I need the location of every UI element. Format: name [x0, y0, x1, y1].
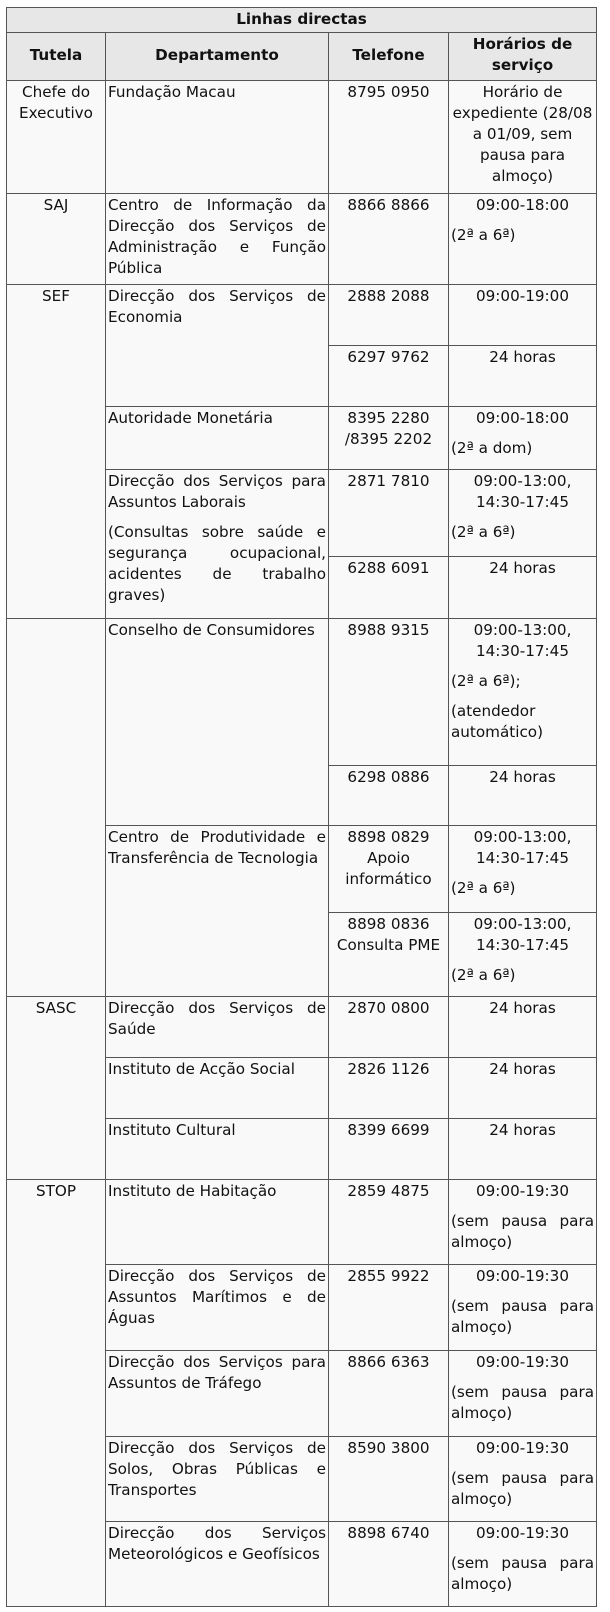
department-note: (Consultas sobre saúde e segurança ocupacional, acidentes de trabalho graves): [108, 522, 326, 604]
department-cell: Direcção dos Serviços para Assuntos de Tráfego: [106, 1351, 329, 1436]
department-cell: Instituto de Acção Social: [106, 1058, 329, 1119]
hours-cell: [449, 1521, 597, 1606]
hours-cell: [449, 1351, 597, 1436]
hours-time: 09:00-13:00, 14:30-17:45: [473, 828, 572, 868]
phone-cell: 8395 2280 /8395 2202: [329, 406, 449, 469]
department-cell: Direcção dos Serviços de Solos, Obras Públicas e Transportes: [106, 1436, 329, 1521]
department-cell: Instituto de Habitação: [106, 1180, 329, 1265]
hours-note: (sem pausa para almoço): [451, 1383, 595, 1423]
phone-cell: 6297 9762: [329, 346, 449, 407]
hours-cell: [449, 1265, 597, 1351]
department-cell: Direcção dos Serviços de Saúde: [106, 996, 329, 1058]
tutela-cell: STOP: [7, 1180, 106, 1607]
table-row: [7, 1180, 597, 1265]
hours-time: 09:00-19:30: [475, 1438, 570, 1457]
hours-time: 09:00-18:00: [475, 408, 570, 427]
hours-cell: [449, 469, 597, 556]
tutela-cell: SAJ: [7, 193, 106, 284]
hours-cell: [449, 1436, 597, 1521]
tutela-cell-empty: [7, 619, 106, 996]
hours-note: (2ª a dom): [451, 438, 533, 457]
department-cell: Fundação Macau: [106, 80, 329, 193]
phone-cell: 2870 0800: [329, 996, 449, 1058]
hours-cell: 24 horas: [449, 556, 597, 619]
department-cell: Direcção dos Serviços Meteorológicos e Geofísicos: [106, 1521, 329, 1606]
hours-cell: [449, 912, 597, 996]
phone-cell: 8795 0950: [329, 80, 449, 193]
hours-note: (sem pausa para almoço): [451, 1468, 595, 1508]
department-cell: [106, 469, 329, 619]
hours-cell: [449, 193, 597, 284]
hotlines-table-container: [6, 7, 596, 1607]
hours-time: 09:00-19:30: [475, 1523, 570, 1542]
hours-note: (sem pausa para almoço): [451, 1212, 595, 1252]
department-cell: Direcção dos Serviços de Economia: [106, 284, 329, 406]
department-cell: Instituto Cultural: [106, 1118, 329, 1180]
hotlines-table: [6, 7, 597, 1607]
hours-note-2: (atendedor automático): [451, 702, 544, 742]
hours-cell: [449, 826, 597, 912]
hours-time: 09:00-13:00, 14:30-17:45: [473, 914, 572, 954]
phone-cell: 2888 2088: [329, 284, 449, 346]
phone-cell: 2826 1126: [329, 1058, 449, 1119]
department-cell: Centro de Informação da Direcção dos Serviços de Administração e Função Pública: [106, 193, 329, 284]
phone-cell: 8590 3800: [329, 1436, 449, 1521]
hours-note: (2ª a 6ª): [451, 522, 516, 541]
hours-cell: 24 horas: [449, 765, 597, 826]
phone-cell: 8399 6699: [329, 1118, 449, 1180]
department-cell: Centro de Produtividade e Transferência de Tecnologia: [106, 826, 329, 996]
header-telefone: Telefone: [329, 32, 449, 80]
hours-time: 09:00-19:30: [475, 1267, 570, 1286]
table-row: [7, 80, 597, 193]
table-row: [7, 284, 597, 346]
hours-cell: 24 horas: [449, 1058, 597, 1119]
hours-note: (2ª a 6ª);: [451, 672, 521, 691]
header-tutela: Tutela: [7, 32, 106, 80]
department-cell: Conselho de Consumidores: [106, 619, 329, 826]
header-horarios: Horários de serviço: [449, 32, 597, 80]
hours-cell: 24 horas: [449, 1118, 597, 1180]
phone-cell: 8866 6363: [329, 1351, 449, 1436]
table-row: [7, 193, 597, 284]
hours-cell: [449, 1180, 597, 1265]
department-cell: Autoridade Monetária: [106, 406, 329, 469]
phone-cell: 8898 0829 Apoio informático: [329, 826, 449, 912]
department-name: Direcção dos Serviços para Assuntos Laborais: [108, 471, 326, 511]
table-row: [7, 619, 597, 766]
hours-time: 09:00-19:30: [475, 1182, 570, 1201]
phone-cell: 8898 6740: [329, 1521, 449, 1606]
hours-cell: 24 horas: [449, 346, 597, 407]
phone-cell: 6288 6091: [329, 556, 449, 619]
phone-cell: 2855 9922: [329, 1265, 449, 1351]
hours-note: (sem pausa para almoço): [451, 1553, 595, 1593]
hours-note: (sem pausa para almoço): [451, 1297, 595, 1337]
table-caption-row: [7, 8, 597, 33]
hours-note: (2ª a 6ª): [451, 879, 516, 898]
phone-cell: 8898 0836 Consulta PME: [329, 912, 449, 996]
hours-note: (2ª a 6ª): [451, 225, 516, 244]
header-departamento: Departamento: [106, 32, 329, 80]
phone-cell: 2859 4875: [329, 1180, 449, 1265]
tutela-cell: Chefe do Executivo: [7, 80, 106, 193]
tutela-cell: SEF: [7, 284, 106, 618]
phone-cell: 8866 8866: [329, 193, 449, 284]
hours-time: 09:00-19:30: [475, 1353, 570, 1372]
department-cell: Direcção dos Serviços de Assuntos Marítimos e de Águas: [106, 1265, 329, 1351]
phone-cell: 6298 0886: [329, 765, 449, 826]
hours-time: 09:00-18:00: [475, 195, 570, 214]
table-row: [7, 996, 597, 1058]
phone-cell: 8988 9315: [329, 619, 449, 766]
hours-note: (2ª a 6ª): [451, 965, 516, 984]
hours-cell: 24 horas: [449, 996, 597, 1058]
hours-cell: [449, 406, 597, 469]
tutela-cell: SASC: [7, 996, 106, 1180]
hours-cell: 09:00-19:00: [449, 284, 597, 346]
hours-cell: [449, 619, 597, 766]
table-title: Linhas directas: [7, 8, 597, 33]
hours-time: 09:00-13:00, 14:30-17:45: [473, 621, 572, 661]
hours-cell: Horário de expediente (28/08 a 01/09, sem pausa para almoço): [449, 80, 597, 193]
table-header-row: [7, 32, 597, 80]
phone-cell: 2871 7810: [329, 469, 449, 556]
hours-time: 09:00-13:00, 14:30-17:45: [473, 471, 572, 511]
